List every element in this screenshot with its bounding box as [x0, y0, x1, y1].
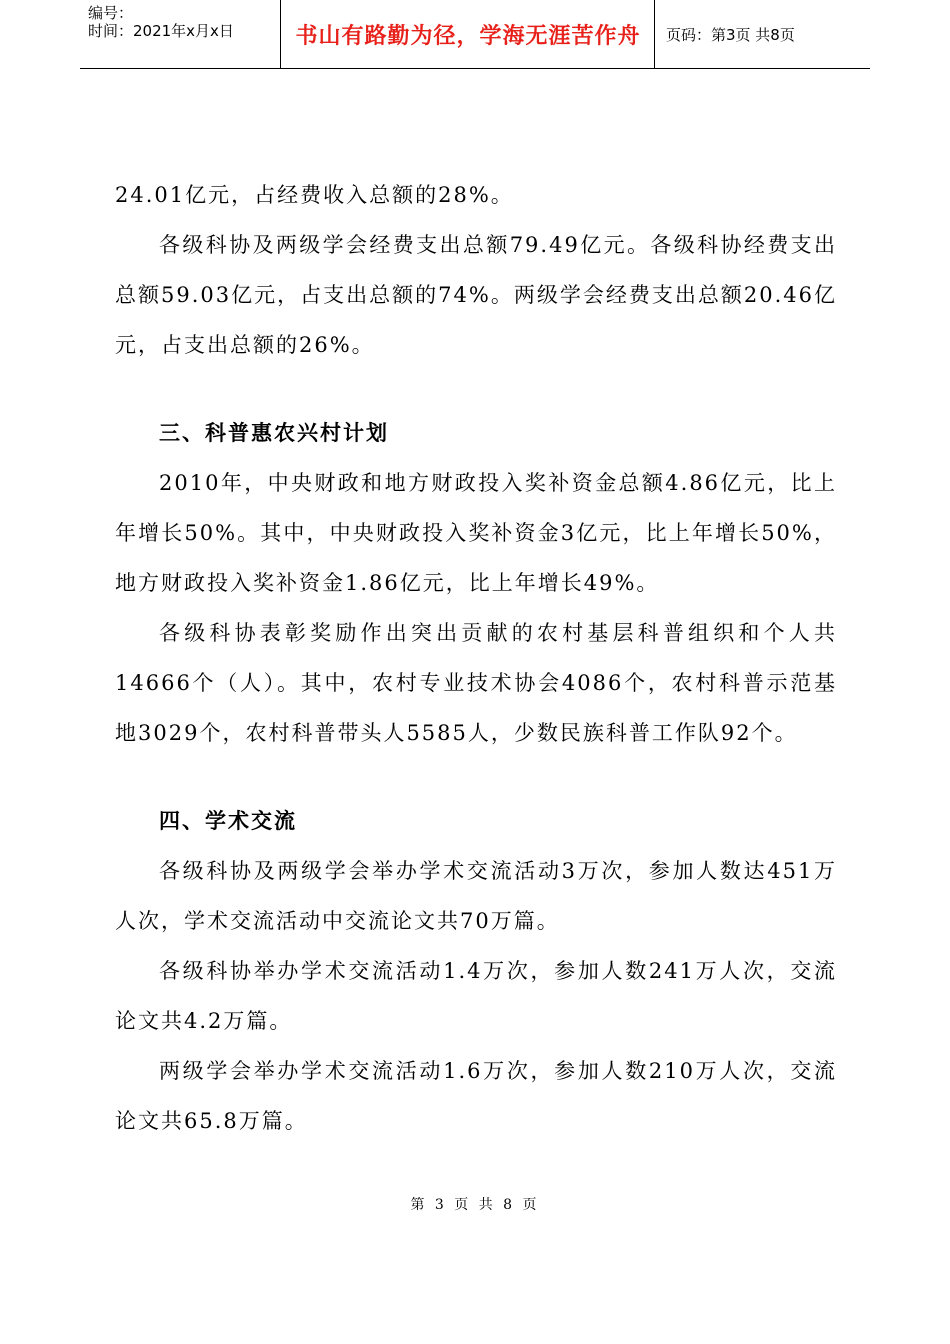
header-motto-cell: [282, 0, 654, 68]
paragraph: 各级科协及两级学会经费支出总额79.49亿元。各级科协经费支出总额59.03亿元，占支出总额的74%。两级学会经费支出总额20.46亿元，占支出总额的26%。: [115, 233, 837, 357]
section-heading: 四、学术交流: [159, 809, 297, 833]
paragraph: 各级科协举办学术交流活动1.4万次，参加人数241万人次，交流论文共4.2万篇。: [115, 959, 837, 1033]
page-footer: 第 3 页 共 8 页: [410, 1197, 540, 1213]
header-page-info: 页码：第3页 共8页: [666, 26, 795, 44]
time-label: 时间：2021年x月x日: [88, 22, 234, 40]
page-header: [80, 0, 870, 69]
paragraph: 24.01亿元，占经费收入总额的28%。: [115, 183, 514, 207]
header-meta: [80, 0, 280, 68]
paragraph: 两级学会举办学术交流活动1.6万次，参加人数210万人次，交流论文共65.8万篇。: [115, 1059, 837, 1133]
header-divider: [280, 0, 281, 68]
paragraph: 2010年，中央财政和地方财政投入奖补资金总额4.86亿元，比上年增长50%。其中，中央财政投入奖补资金3亿元，比上年增长50%，地方财政投入奖补资金1.86亿元，比上年增长49%。: [115, 471, 837, 595]
paragraph: 各级科协及两级学会举办学术交流活动3万次，参加人数达451万人次，学术交流活动中交流论文共70万篇。: [115, 859, 837, 933]
header-divider: [654, 0, 655, 68]
document-body: [115, 170, 837, 1146]
number-label: 编号：: [88, 4, 134, 22]
section-heading: 三、科普惠农兴村计划: [159, 421, 389, 445]
header-motto: 书山有路勤为径，学海无涯苦作舟: [295, 23, 641, 49]
paragraph: 各级科协表彰奖励作出突出贡献的农村基层科普组织和个人共14666个（人）。其中，农村专业技术协会4086个，农村科普示范基地3029个，农村科普带头人5585人，少数民族科普工作队92个。: [115, 621, 837, 745]
